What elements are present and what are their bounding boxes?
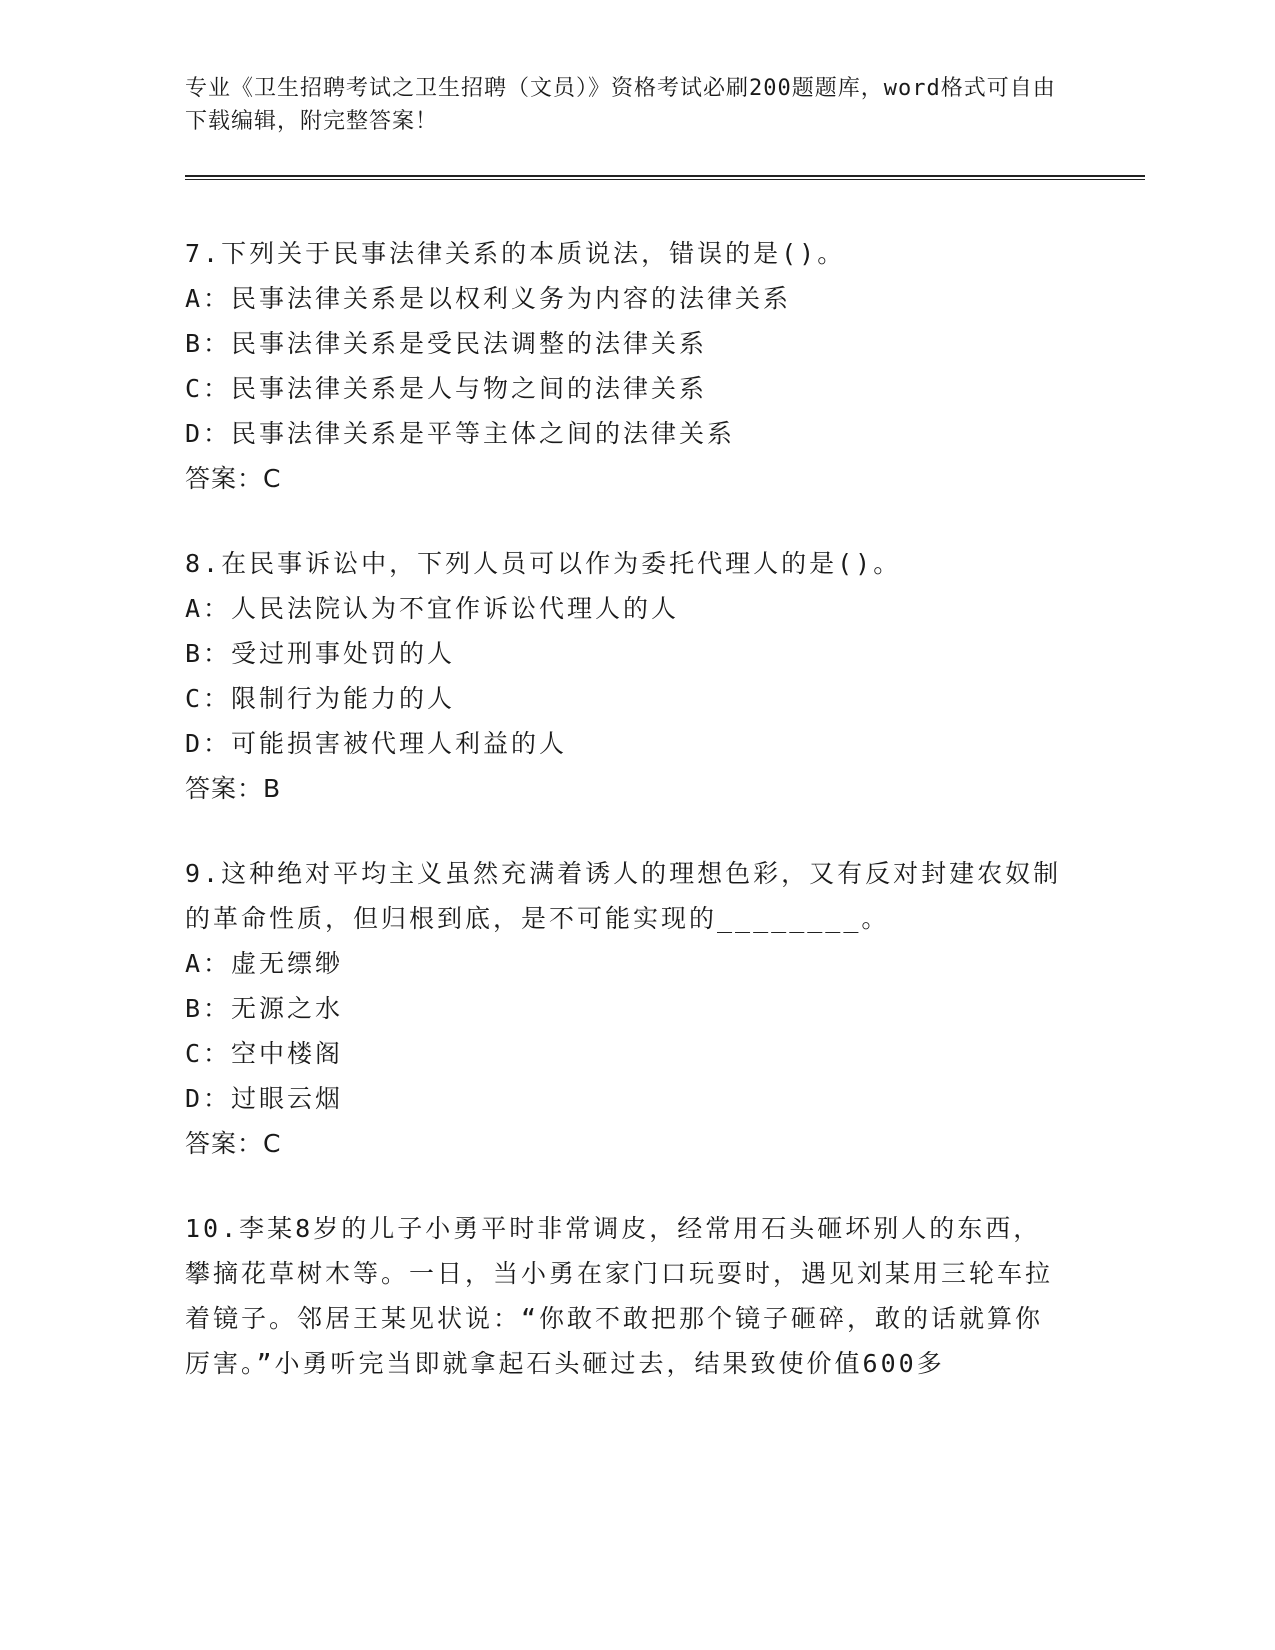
option-b: B：无源之水 (185, 994, 344, 1023)
question-stem: 8.在民事诉讼中，下列人员可以作为委托代理人的是()。 (185, 549, 902, 578)
question-list (185, 231, 1065, 1426)
question-8 (185, 541, 1065, 811)
option-a: A：人民法院认为不宜作诉讼代理人的人 (185, 594, 680, 623)
document-header: 专业《卫生招聘考试之卫生招聘（文员）》资格考试必刷200题题库，word格式可自由下载编辑，附完整答案！ (185, 76, 1056, 134)
question-9 (185, 851, 1065, 1166)
option-c: C：空中楼阁 (185, 1039, 344, 1068)
option-a: A：虚无缥缈 (185, 949, 344, 978)
question-stem: 7.下列关于民事法律关系的本质说法，错误的是()。 (185, 239, 846, 268)
option-d: D：民事法律关系是平等主体之间的法律关系 (185, 419, 736, 448)
option-a: A：民事法律关系是以权利义务为内容的法律关系 (185, 284, 792, 313)
option-d: D：过眼云烟 (185, 1084, 344, 1113)
question-10 (185, 1206, 1065, 1386)
option-b: B：受过刑事处罚的人 (185, 639, 456, 668)
option-b: B：民事法律关系是受民法调整的法律关系 (185, 329, 708, 358)
question-7 (185, 231, 1065, 501)
option-c: C：限制行为能力的人 (185, 684, 456, 713)
question-stem: 9.这种绝对平均主义虽然充满着诱人的理想色彩，又有反对封建农奴制的革命性质，但归根到底，是不可能实现的________。 (185, 859, 1062, 933)
option-c: C：民事法律关系是人与物之间的法律关系 (185, 374, 708, 403)
answer-text: 答案：B (185, 774, 282, 803)
header-divider (185, 175, 1145, 180)
answer-text: 答案：C (185, 464, 282, 493)
answer-text: 答案：C (185, 1129, 282, 1158)
question-stem: 10.李某8岁的儿子小勇平时非常调皮，经常用石头砸坏别人的东西，攀摘花草树木等。一日，当小勇在家门口玩耍时，遇见刘某用三轮车拉着镜子。邻居王某见状说：“你敢不敢把那个镜子砸碎，敢的话就算你厉害。”小勇听完当即就拿起石头砸过去，结果致使价值600多 (185, 1214, 1054, 1378)
option-d: D：可能损害被代理人利益的人 (185, 729, 568, 758)
